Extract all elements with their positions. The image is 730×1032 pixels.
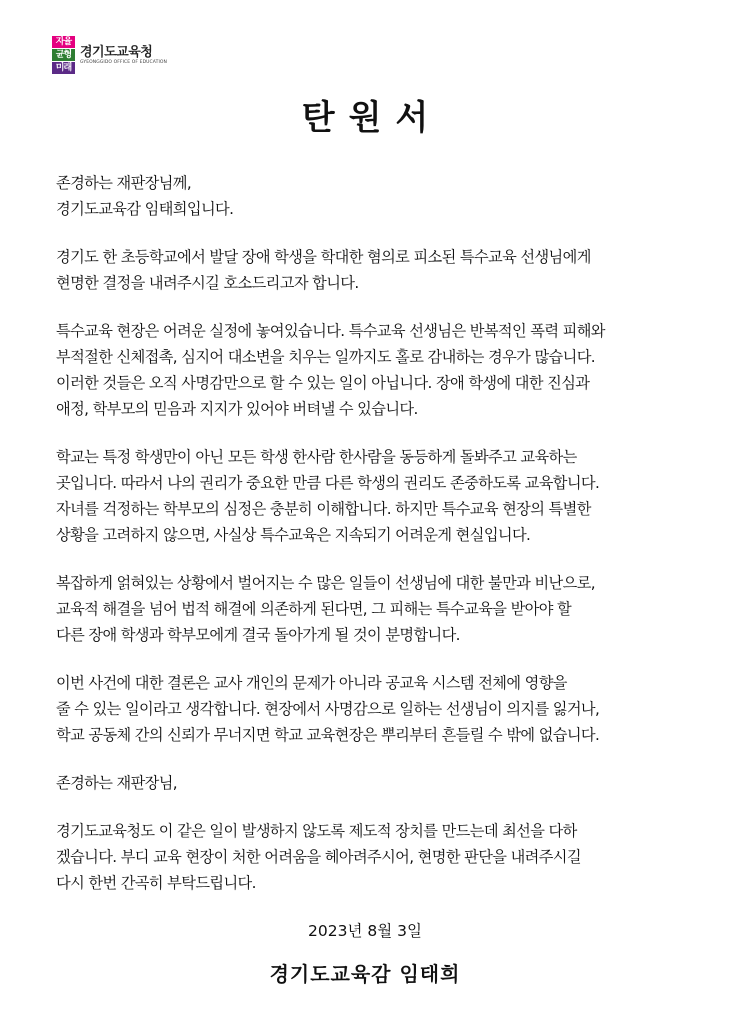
- paragraph-line: 특수교육 현장은 어려운 실정에 놓여있습니다. 특수교육 선생님은 반복적인 폭력 피해와: [56, 322, 605, 340]
- paragraph-line: 곳입니다. 따라서 나의 권리가 중요한 만큼 다른 학생의 권리도 존중하도록 교육합니다.: [56, 474, 600, 492]
- logo-subtitle: GYEONGGIDO OFFICE OF EDUCATION: [80, 60, 167, 65]
- letter-paragraph: [56, 444, 696, 548]
- letter-paragraph: [56, 670, 696, 748]
- letter-body: [56, 170, 696, 918]
- letter-date: 2023년 8월 3일: [308, 922, 422, 940]
- paragraph-line: 복잡하게 얽혀있는 상황에서 벌어지는 수 많은 일들이 선생님에 대한 불만과 비난으로,: [56, 574, 595, 592]
- logo-mark-icon: [52, 36, 75, 75]
- logo-mark-bottom: 미래: [52, 62, 75, 74]
- paragraph-line: 존경하는 재판장님께,: [56, 174, 192, 192]
- logo-mark-middle: 균형: [52, 49, 75, 61]
- logo-name: 경기도교육청: [80, 45, 153, 60]
- paragraph-line: 애정, 학부모의 믿음과 지지가 있어야 버텨낼 수 있습니다.: [56, 400, 418, 418]
- paragraph-line: 경기도교육감 임태희입니다.: [56, 200, 234, 218]
- letter-paragraph: [56, 770, 696, 796]
- logo-mark-top: 자율: [52, 36, 75, 48]
- paragraph-line: 이러한 것들은 오직 사명감만으로 할 수 있는 일이 아닙니다. 장애 학생에 대한 진심과: [56, 374, 590, 392]
- paragraph-line: 다른 장애 학생과 학부모에게 결국 돌아가게 될 것이 분명합니다.: [56, 626, 460, 644]
- logo-text: [80, 45, 167, 66]
- paragraph-line: 학교는 특정 학생만이 아닌 모든 학생 한사람 한사람을 동등하게 돌봐주고 교육하는: [56, 448, 577, 466]
- letter-paragraph: [56, 318, 696, 422]
- document-title: 탄원서: [301, 98, 443, 138]
- paragraph-line: 존경하는 재판장님,: [56, 774, 178, 792]
- letter-paragraph: [56, 244, 696, 296]
- paragraph-line: 경기도 한 초등학교에서 발달 장애 학생을 학대한 혐의로 피소된 특수교육 선생님에게: [56, 248, 591, 266]
- signature: 경기도교육감 임태희: [269, 962, 461, 986]
- paragraph-line: 교육적 해결을 넘어 법적 해결에 의존하게 된다면, 그 피해는 특수교육을 받아야 할: [56, 600, 572, 618]
- paragraph-line: 자녀를 걱정하는 학부모의 심정은 충분히 이해합니다. 하지만 특수교육 현장의 특별한: [56, 500, 591, 518]
- paragraph-line: 현명한 결정을 내려주시길 호소드리고자 합니다.: [56, 274, 359, 292]
- letter-paragraph: [56, 170, 696, 222]
- letter-paragraph: [56, 818, 696, 896]
- paragraph-line: 상황을 고려하지 않으면, 사실상 특수교육은 지속되기 어려운게 현실입니다.: [56, 526, 531, 544]
- paragraph-line: 경기도교육청도 이 같은 일이 발생하지 않도록 제도적 장치를 만드는데 최선을 다하: [56, 822, 577, 840]
- paragraph-line: 겠습니다. 부디 교육 현장이 처한 어려움을 헤아려주시어, 현명한 판단을 내려주시길: [56, 848, 581, 866]
- logo: [52, 36, 167, 76]
- paragraph-line: 줄 수 있는 일이라고 생각합니다. 현장에서 사명감으로 일하는 선생님이 의지를 잃거나,: [56, 700, 600, 718]
- paragraph-line: 부적절한 신체접촉, 심지어 대소변을 치우는 일까지도 홀로 감내하는 경우가 많습니다.: [56, 348, 595, 366]
- paragraph-line: 이번 사건에 대한 결론은 교사 개인의 문제가 아니라 공교육 시스템 전체에 영향을: [56, 674, 567, 692]
- paragraph-line: 학교 공동체 간의 신뢰가 무너지면 학교 교육현장은 뿌리부터 흔들릴 수 밖에 없습니다.: [56, 726, 600, 744]
- letter-paragraph: [56, 570, 696, 648]
- paragraph-line: 다시 한번 간곡히 부탁드립니다.: [56, 874, 256, 892]
